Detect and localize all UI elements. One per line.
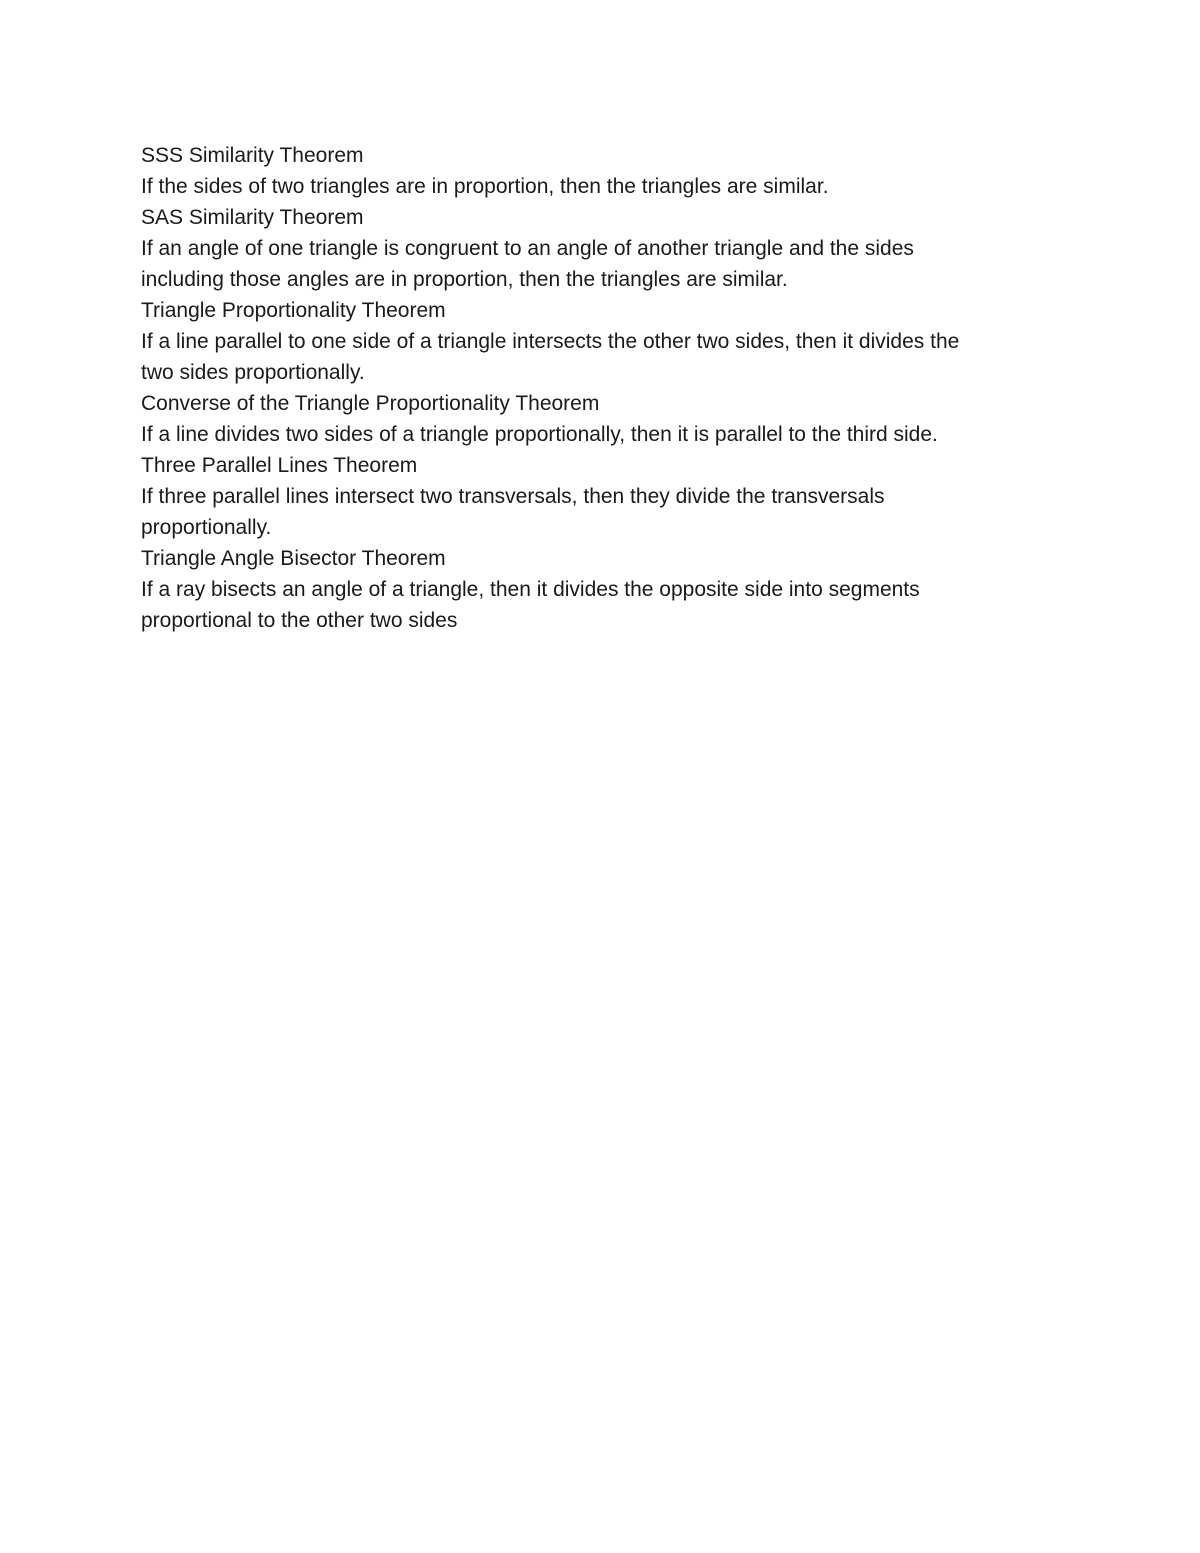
theorem-statement: If a line parallel to one side of a triangle intersects the other two sides, then it divides the (141, 330, 960, 353)
theorem-title: Triangle Proportionality Theorem (141, 299, 446, 322)
theorem-title: Triangle Angle Bisector Theorem (141, 547, 446, 570)
theorem-title: SAS Similarity Theorem (141, 206, 364, 229)
theorem-statement: If three parallel lines intersect two transversals, then they divide the transversals (141, 485, 885, 508)
theorem-statement: If an angle of one triangle is congruent to an angle of another triangle and the sides (141, 237, 914, 260)
theorem-title: Three Parallel Lines Theorem (141, 454, 418, 477)
theorem-statement: including those angles are in proportion, then the triangles are similar. (141, 268, 788, 291)
theorem-statement: proportionally. (141, 516, 272, 539)
theorem-statement: proportional to the other two sides (141, 609, 458, 632)
document-body (141, 140, 1071, 636)
theorem-statement: two sides proportionally. (141, 361, 365, 384)
theorem-statement: If the sides of two triangles are in proportion, then the triangles are similar. (141, 175, 829, 198)
theorem-statement: If a line divides two sides of a triangle proportionally, then it is parallel to the third side. (141, 423, 938, 446)
theorem-title: SSS Similarity Theorem (141, 144, 364, 167)
theorem-statement: If a ray bisects an angle of a triangle, then it divides the opposite side into segments (141, 578, 920, 601)
theorem-title: Converse of the Triangle Proportionality Theorem (141, 392, 600, 415)
